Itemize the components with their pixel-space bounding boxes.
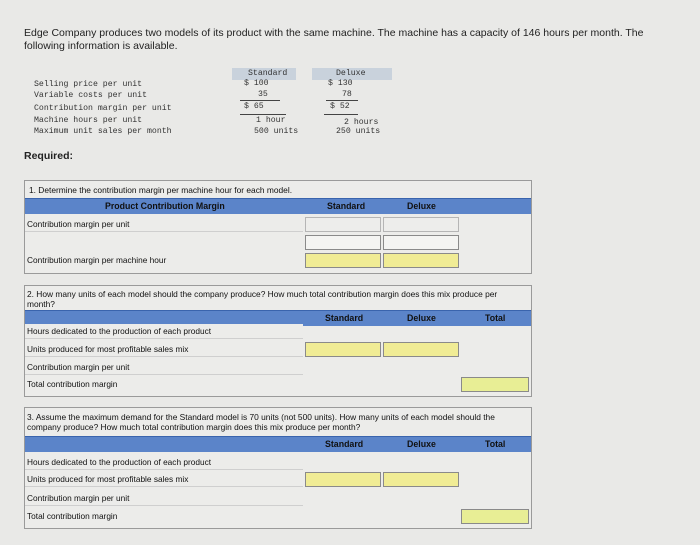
given-header-standard: Standard: [248, 69, 288, 78]
q3-header-total: Total: [485, 439, 506, 449]
q3-row-label: Units produced for most profitable sales mix: [25, 472, 303, 487]
q2-units-deluxe-input[interactable]: [383, 342, 459, 357]
given-row-label: Contribution margin per unit: [34, 104, 172, 113]
q1-text: 1. Determine the contribution margin per machine hour for each model.: [29, 185, 293, 195]
q1-header-standard: Standard: [327, 201, 366, 211]
q2-header-deluxe: Deluxe: [407, 313, 436, 323]
q1-blank-standard[interactable]: [305, 235, 381, 250]
q1-cm-unit-standard[interactable]: [305, 217, 381, 232]
given-row-standard: $ 65: [244, 102, 264, 111]
q2-row-label: Total contribution margin: [25, 377, 303, 391]
given-row: [34, 104, 172, 113]
q2-panel: [24, 285, 532, 397]
q2-units-standard-input[interactable]: [305, 342, 381, 357]
given-row-standard: 1 hour: [256, 116, 286, 125]
given-row-label: Maximum unit sales per month: [34, 127, 172, 136]
q1-cm-unit-deluxe[interactable]: [383, 217, 459, 232]
given-row-label: Selling price per unit: [34, 80, 143, 89]
given-row: [34, 127, 172, 136]
given-row-standard: 35: [258, 90, 268, 99]
q3-units-deluxe-input[interactable]: [383, 472, 459, 487]
given-row-label: Variable costs per unit: [34, 91, 148, 100]
q1-header-title: Product Contribution Margin: [105, 201, 225, 211]
given-row-deluxe: 250 units: [336, 127, 381, 136]
q2-row-label: Contribution margin per unit: [25, 360, 303, 375]
q2-total-cm-input[interactable]: [461, 377, 529, 392]
q1-cm-hour-deluxe-input[interactable]: [383, 253, 459, 268]
q1-row-label: Contribution margin per unit: [25, 217, 303, 232]
q1-header-deluxe: Deluxe: [407, 201, 436, 211]
q3-row-label: Total contribution margin: [25, 509, 303, 523]
q3-header-deluxe: Deluxe: [407, 439, 436, 449]
q1-row-label: Contribution margin per machine hour: [25, 253, 303, 267]
q2-row-label: Hours dedicated to the production of each product: [25, 324, 303, 339]
given-row-deluxe: $ 130: [328, 79, 353, 88]
given-row: [34, 116, 142, 125]
given-row: [34, 80, 142, 89]
given-row-deluxe: 78: [342, 90, 352, 99]
q3-text: 3. Assume the maximum demand for the Standard model is 70 units (not 500 units). How many units of each model should the company produce? How much total contribution margin does this mix produce per month?: [27, 412, 495, 432]
q2-row-label: Units produced for most profitable sales mix: [25, 342, 303, 357]
q3-units-standard-input[interactable]: [305, 472, 381, 487]
given-header-deluxe: Deluxe: [336, 69, 366, 78]
q3-header-standard: Standard: [325, 439, 364, 449]
required-heading: Required:: [24, 150, 74, 162]
q3-row-label: Hours dedicated to the production of each product: [25, 455, 303, 470]
q2-header-standard: Standard: [325, 313, 364, 323]
q3-total-cm-input[interactable]: [461, 509, 529, 524]
q2-header-total: Total: [485, 313, 506, 323]
given-row-standard: 500 units: [254, 127, 299, 136]
q3-header-bar: [25, 436, 531, 452]
given-row: [34, 91, 147, 100]
q1-header-bar: [25, 198, 531, 214]
problem-intro: Edge Company produces two models of its product with the same machine. The machine has a capacity of 146 hours per month. The following information is available.: [24, 27, 644, 52]
given-row-deluxe: 2 hours: [344, 118, 379, 127]
given-row-standard: $ 100: [244, 79, 269, 88]
given-row-label: Machine hours per unit: [34, 116, 143, 125]
q3-panel: [24, 407, 532, 529]
q2-text: 2. How many units of each model should the company produce? How much total contribution margin does this mix produce per month?: [27, 289, 498, 309]
q3-row-label: Contribution margin per unit: [25, 491, 303, 506]
given-row-deluxe: $ 52: [330, 102, 350, 111]
q1-panel: [24, 180, 532, 274]
q1-cm-hour-standard-input[interactable]: [305, 253, 381, 268]
q1-blank-deluxe[interactable]: [383, 235, 459, 250]
